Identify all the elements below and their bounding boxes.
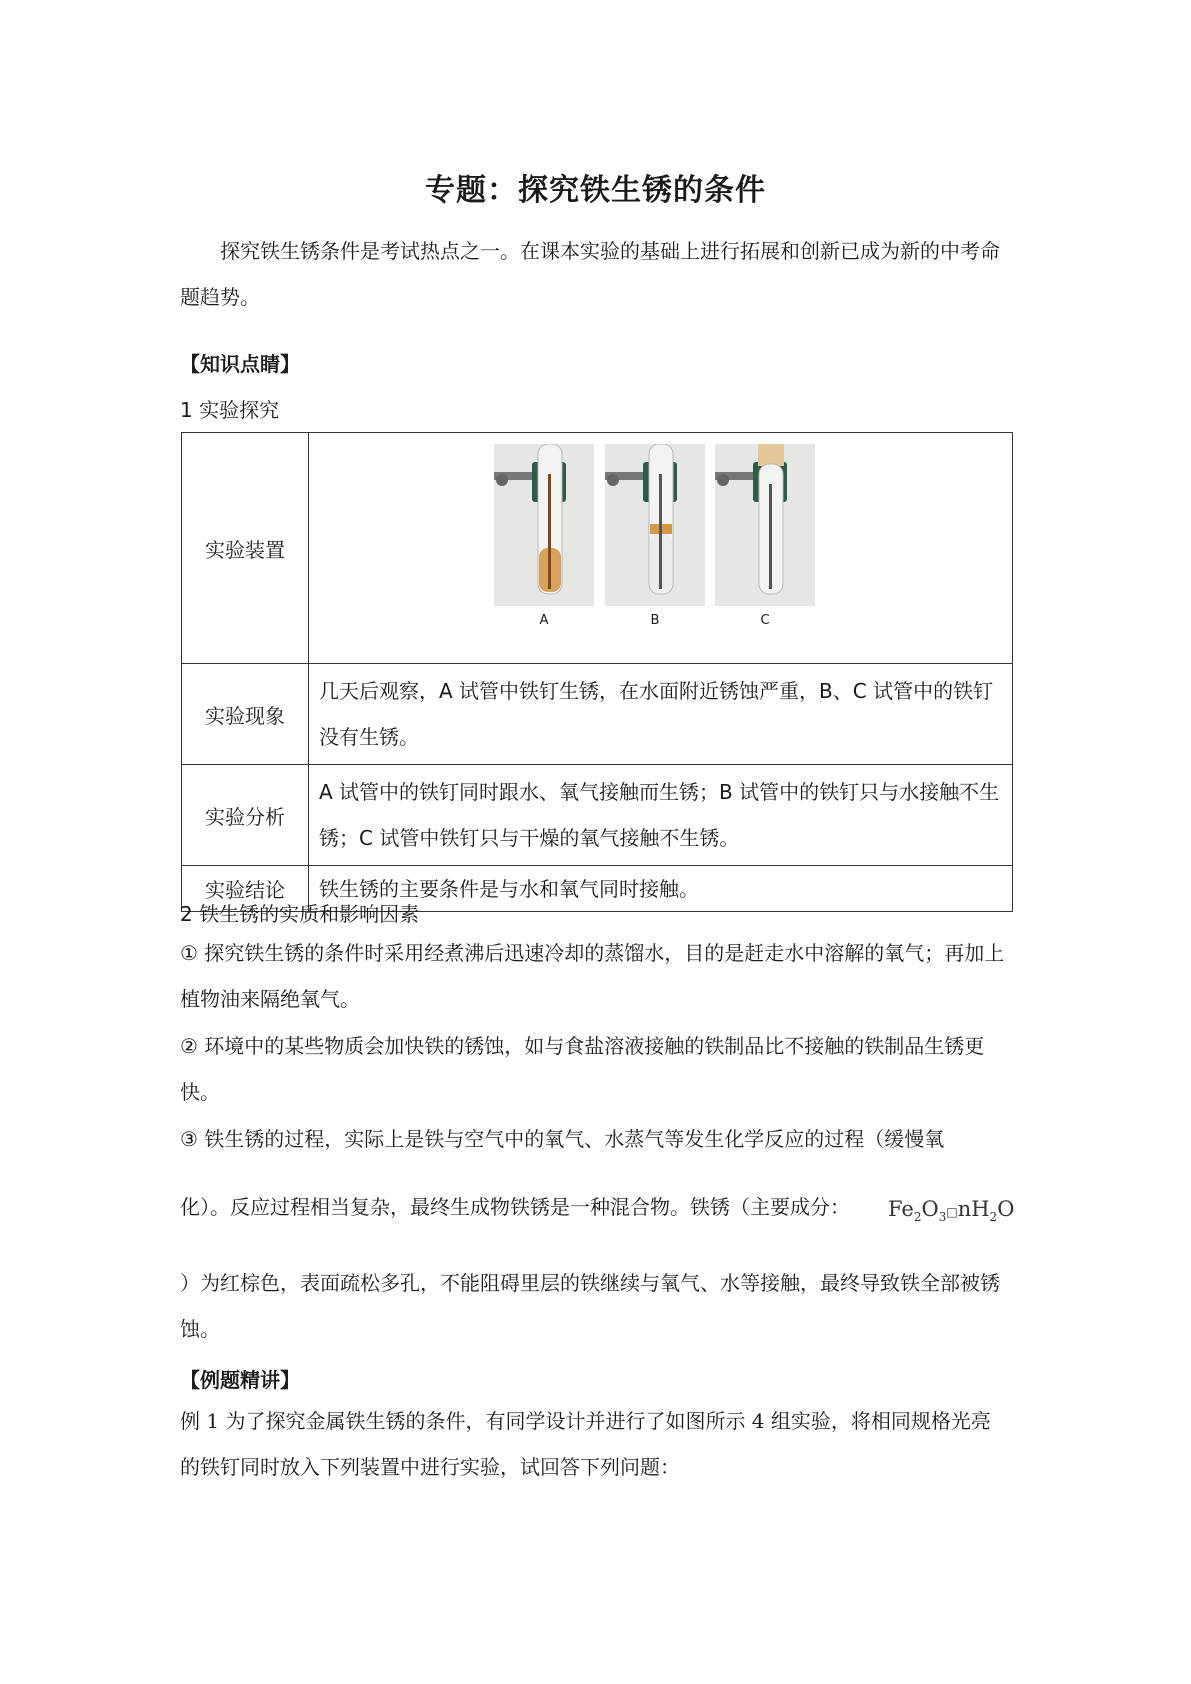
table-label-phenomenon: 实验现象 (182, 664, 309, 765)
point-2: ② 环境中的某些物质会加快铁的锈蚀，如与食盐溶液接触的铁制品比不接触的铁制品生锈更快。 (180, 1034, 985, 1104)
experiment-table (181, 432, 1013, 912)
page-title: 专题：探究铁生锈的条件 (425, 173, 766, 208)
table-row-phenomenon (182, 664, 1013, 765)
subheading-experiment: 1 实验探究 (180, 398, 280, 422)
tube-label-c: C (760, 613, 770, 628)
rust-formula: $Fe_2O_3□nH_2O$ (888, 1197, 1015, 1225)
point-3-line-3: ）为红棕色，表面疏松多孔，不能阻碍里层的铁继续与氧气、水等接触，最终导致铁全部被锈蚀。 (180, 1271, 1000, 1341)
table-row-analysis (182, 765, 1013, 866)
table-label-device: 实验装置 (182, 433, 309, 664)
example-1: 例 1 为了探究金属铁生锈的条件，有同学设计并进行了如图所示 4 组实验，将相同规格光亮的铁钉同时放入下列装置中进行实验，试回答下列问题： (180, 1409, 991, 1479)
table-cell-analysis: A 试管中的铁钉同时跟水、氧气接触而生锈；B 试管中的铁钉只与水接触不生锈；C 试管中铁钉只与干燥的氧气接触不生锈。 (309, 765, 1013, 866)
intro-paragraph: 探究铁生锈条件是考试热点之一。在课本实验的基础上进行拓展和创新已成为新的中考命题趋势。 (180, 239, 1000, 309)
point-3-line-2: 化）。反应过程相当复杂，最终生成物铁锈是一种混合物。铁锈（主要成分： (180, 1195, 850, 1219)
table-label-conclusion: 实验结论 (182, 866, 309, 912)
section-heading-knowledge: 【知识点睛】 (180, 352, 300, 376)
table-cell-device (309, 433, 1013, 664)
point-3-line-1: ③ 铁生锈的过程，实际上是铁与空气中的氧气、水蒸气等发生化学反应的过程（缓慢氧 (180, 1127, 945, 1151)
tube-label-b: B (650, 613, 660, 628)
tube-label-a: A (539, 613, 549, 628)
test-tube-a-image (494, 444, 594, 606)
test-tube-b-image (605, 444, 705, 606)
test-tube-figure (309, 438, 1012, 658)
test-tube-c-image (715, 444, 815, 606)
subheading-rust-factors: 2 铁生锈的实质和影响因素 (180, 902, 420, 926)
table-cell-conclusion: 铁生锈的主要条件是与水和氧气同时接触。 (309, 866, 1013, 912)
point-1: ① 探究铁生锈的条件时采用经煮沸后迅速冷却的蒸馏水，目的是赶走水中溶解的氧气；再加上植物油来隔绝氧气。 (180, 941, 1005, 1011)
table-cell-phenomenon: 几天后观察，A 试管中铁钉生锈，在水面附近锈蚀严重，B、C 试管中的铁钉没有生锈。 (309, 664, 1013, 765)
section-heading-examples: 【例题精讲】 (180, 1368, 300, 1392)
table-row-device (182, 433, 1013, 664)
table-label-analysis: 实验分析 (182, 765, 309, 866)
